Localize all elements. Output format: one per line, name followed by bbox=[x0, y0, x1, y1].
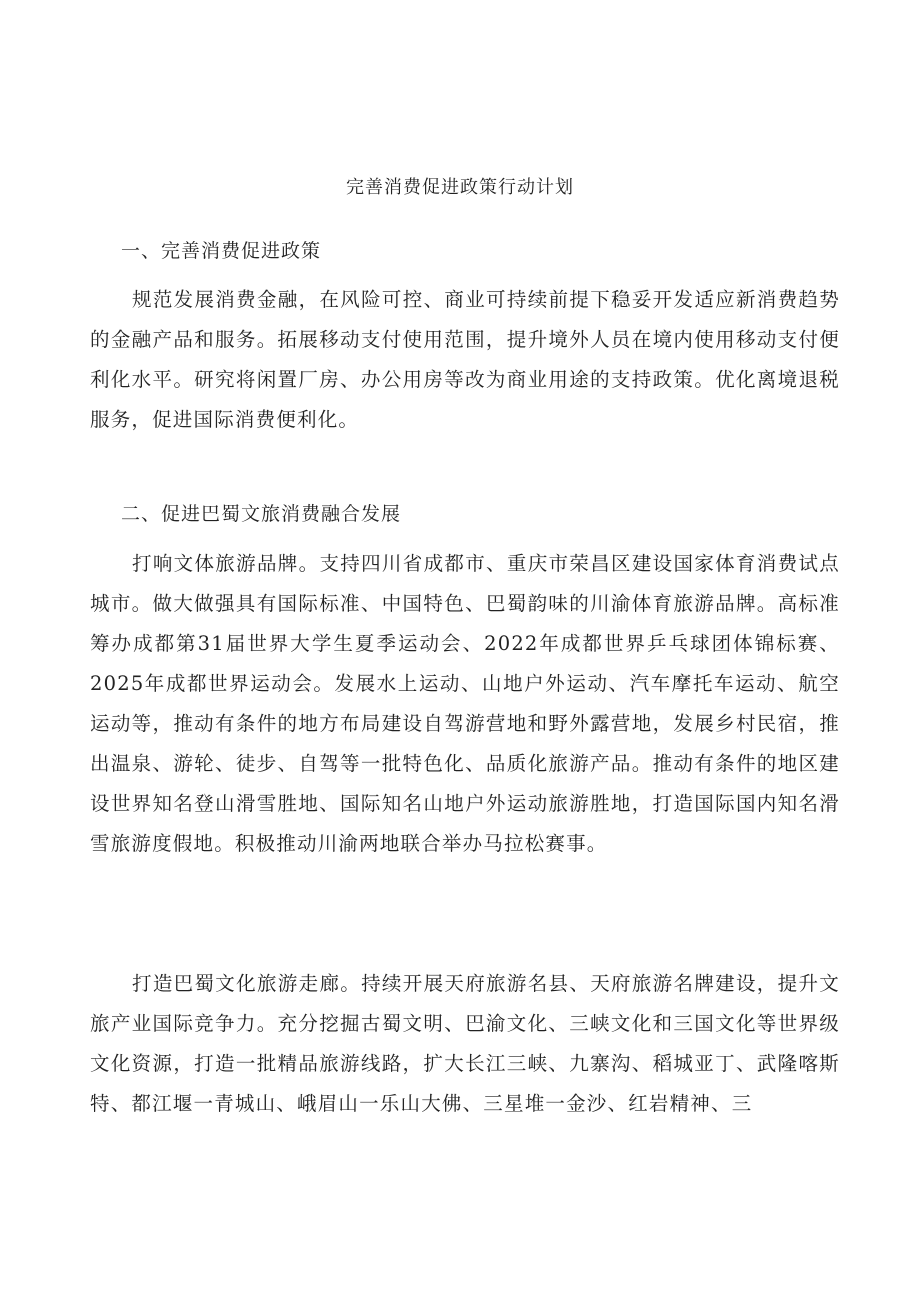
section-2-paragraph-1: 打响文体旅游品牌。支持四川省成都市、重庆市荣昌区建设国家体育消费试点城市。做大做强具有国际标准、中国特色、巴蜀韵味的川渝体育旅游品牌。高标准筹办成都第31届世界大学生夏季运动会、2022年成都世界乒乓球团体锦标赛、2025年成都世界运动会。发展水上运动、山地户外运动、汽车摩托车运动、航空运动等，推动有条件的地方布局建设自驾游营地和野外露营地，发展乡村民宿，推出温泉、游轮、徒步、自驾等一批特色化、品质化旅游产品。推动有条件的地区建设世界知名登山滑雪胜地、国际知名山地户外运动旅游胜地，打造国际国内知名滑雪旅游度假地。积极推动川渝两地联合举办马拉松赛事。 bbox=[90, 552, 840, 855]
section-heading-2: 二、促进巴蜀文旅消费融合发展 bbox=[121, 503, 402, 525]
document-title: 完善消费促进政策行动计划 bbox=[346, 177, 574, 198]
section-2-paragraph-2: 打造巴蜀文化旅游走廊。持续开展天府旅游名县、天府旅游名牌建设，提升文旅产业国际竞争力。充分挖掘古蜀文明、巴渝文化、三峡文化和三国文化等世界级文化资源，打造一批精品旅游线路，扩大长江三峡、九寨沟、稻城亚丁、武隆喀斯特、都江堰一青城山、峨眉山一乐山大佛、三星堆一金沙、红岩精神、三 bbox=[90, 972, 840, 1115]
section-1-paragraph-1: 规范发展消费金融，在风险可控、商业可持续前提下稳妥开发适应新消费趋势的金融产品和服务。拓展移动支付使用范围，提升境外人员在境内使用移动支付便利化水平。研究将闲置厂房、办公用房等改为商业用途的支持政策。优化离境退税服务，促进国际消费便利化。 bbox=[90, 288, 840, 431]
section-heading-1: 一、完善消费促进政策 bbox=[121, 240, 322, 262]
